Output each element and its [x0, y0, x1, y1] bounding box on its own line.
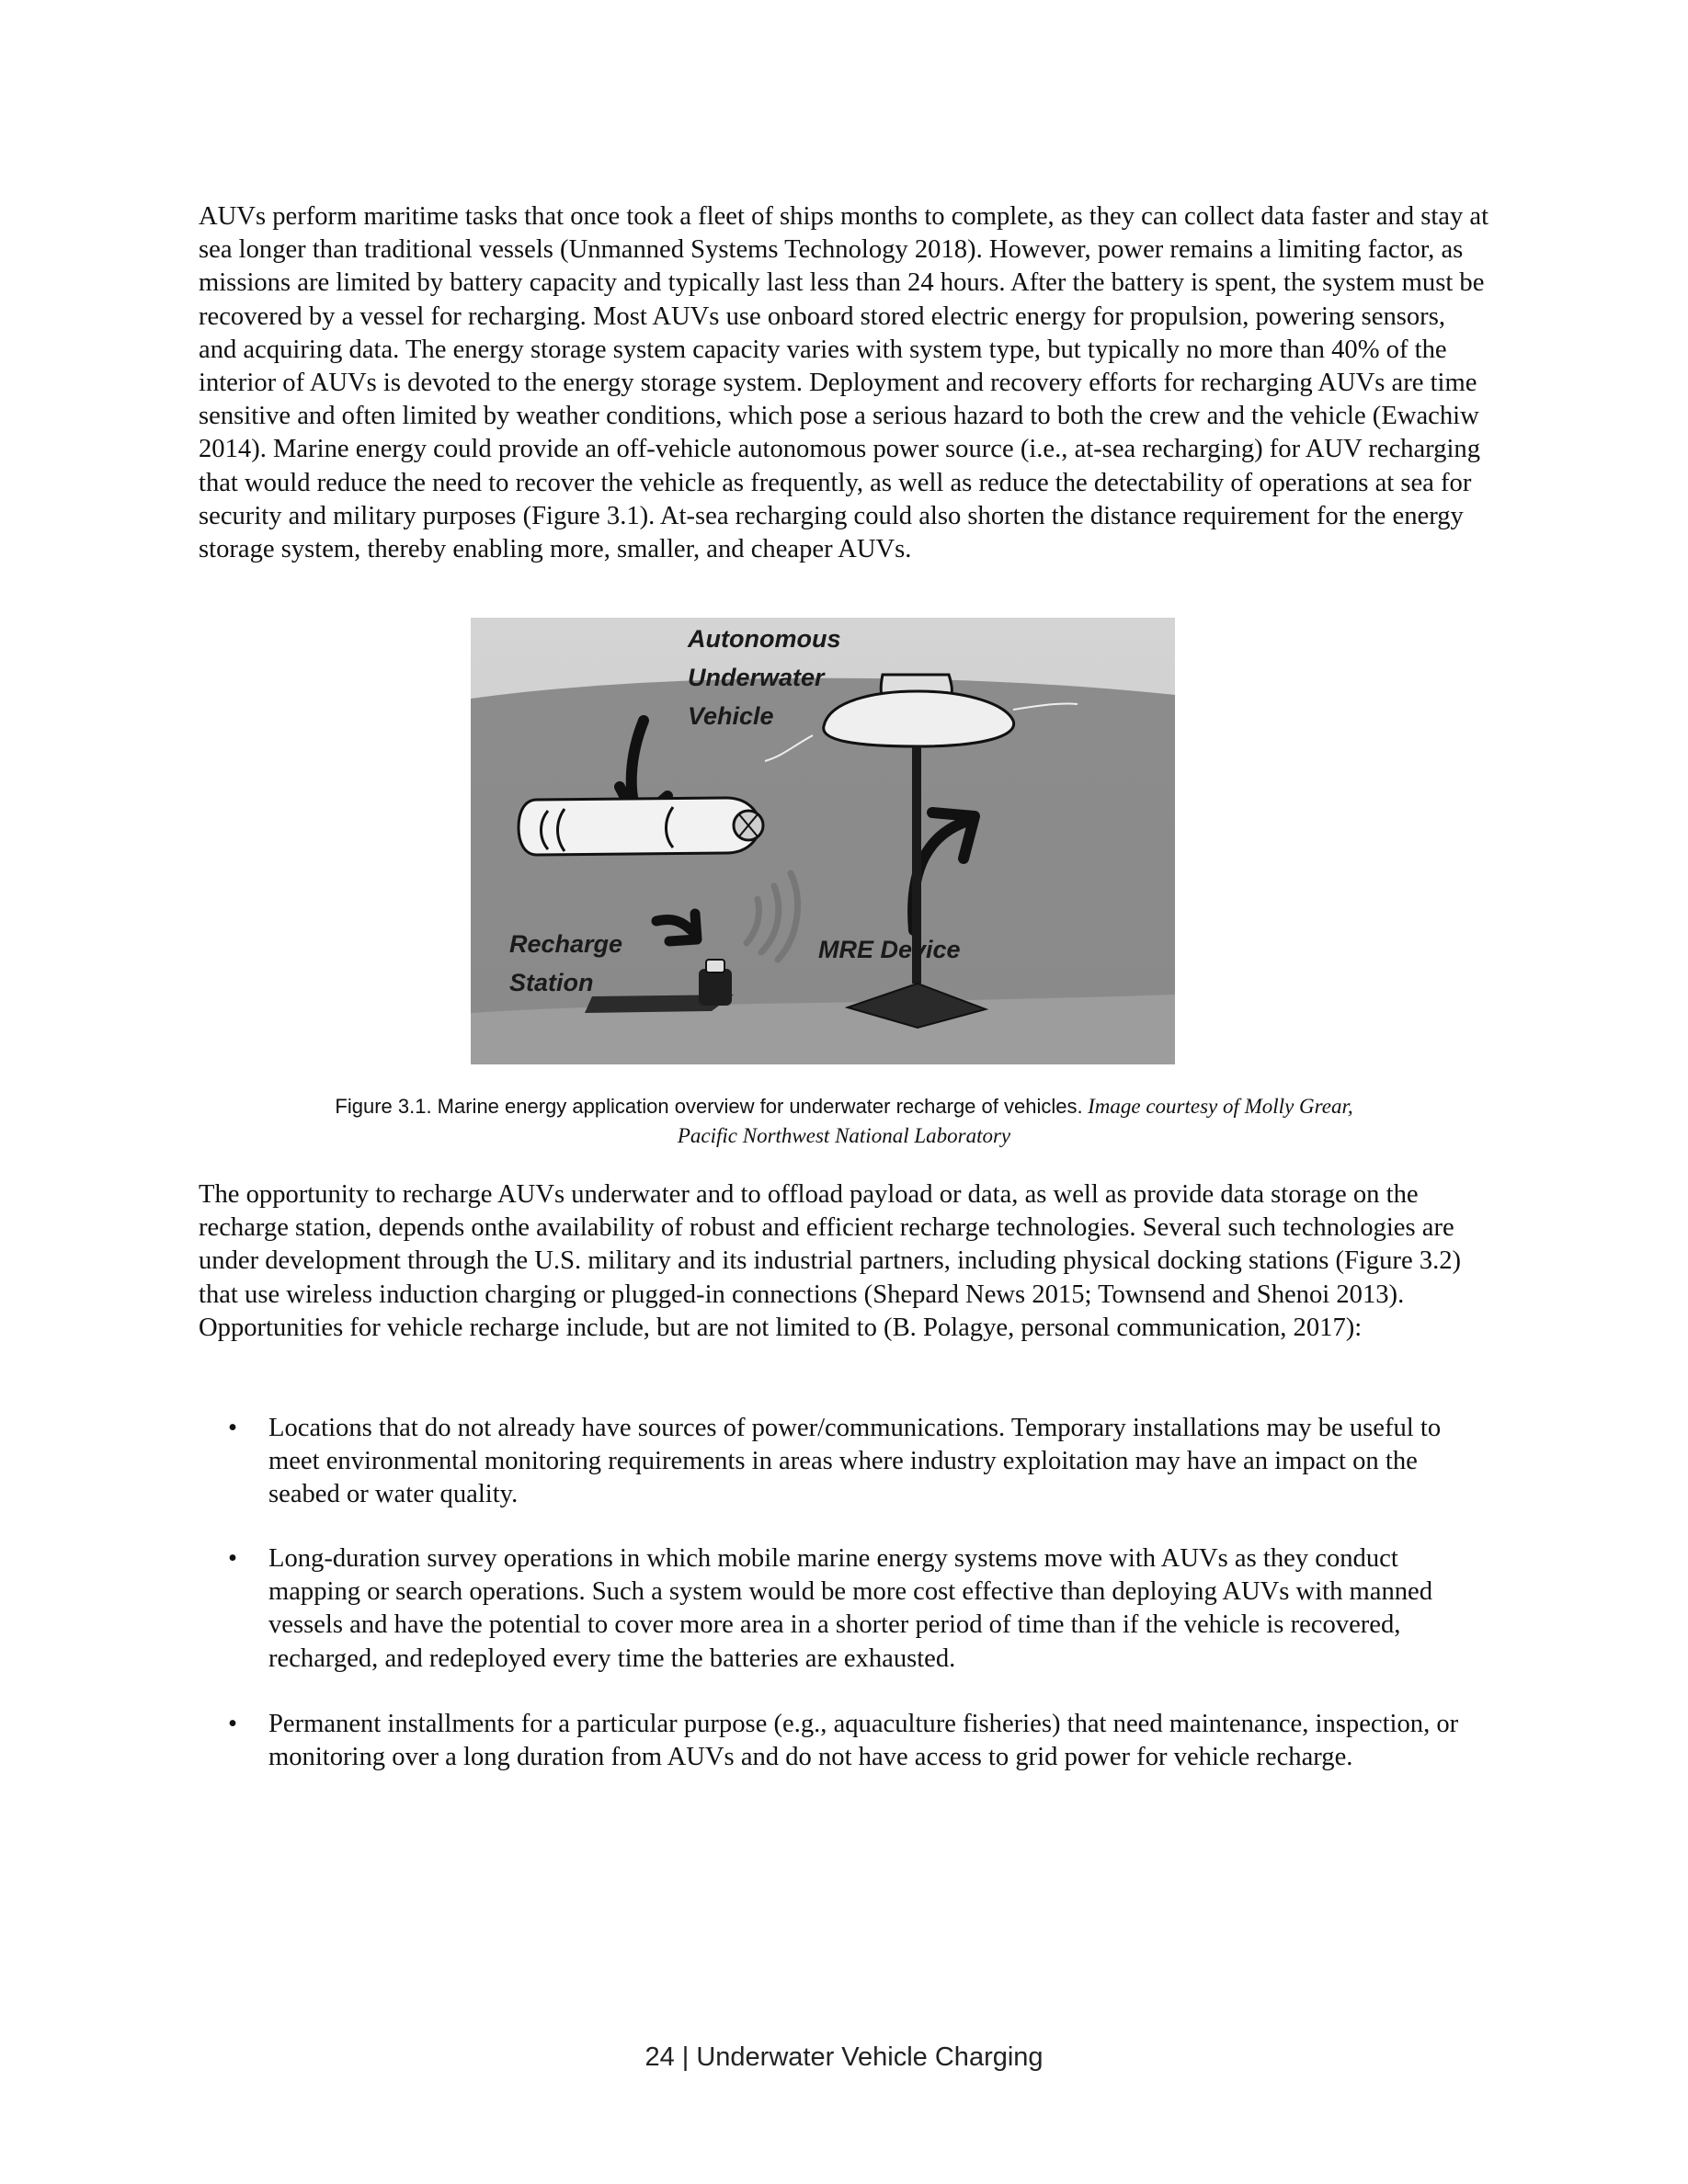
label-station-line2: Station: [509, 969, 594, 996]
figure-caption: [199, 1092, 1489, 1151]
label-mre-device: MRE Device: [818, 936, 961, 963]
bullet-list-item-1: [199, 1412, 1489, 1512]
body-paragraph-1: AUVs perform maritime tasks that once took a fleet of ships months to complete, as they can collect data faster and stay at sea longer than traditional vessels (Unmanned Systems Technology 2018). However, power remains a limiting factor, as missions are limited by battery capacity and typically last less than 24 hours. After the battery is spent, the system must be recovered by a vessel for recharging. Most AUVs use onboard stored electric energy for propulsion, powering sensors, and acquiring data. The energy storage system capacity varies with system type, but typically no more than 40% of the interior of AUVs is devoted to the energy storage system. Deployment and recovery efforts for recharging AUVs are time sensitive and often limited by weather conditions, which pose a serious hazard to both the crew and the vehicle (Ewachiw 2014). Marine energy could provide an off-vehicle autonomous power source (i.e., at-sea recharging) for AUV recharging that would reduce the need to recover the vehicle as frequently, as well as reduce the detectability of operations at sea for security and military purposes (Figure 3.1). At-sea recharging could also shorten the distance requirement for the energy storage system, thereby enabling more, smaller, and cheaper AUVs.: [199, 202, 1489, 564]
bullet-text: Permanent installments for a particular purpose (e.g., aquaculture fisheries) that need maintenance, inspection, or monitoring over a long duration from AUVs and do not have access to grid power for vehicle recharge.: [268, 1710, 1459, 1772]
bullet-marker: •: [228, 1710, 238, 1738]
label-station-line1: Recharge: [509, 930, 623, 958]
bullet-text: Long-duration survey operations in which mobile marine energy systems move with AUVs as they conduct mapping or search operations. Such a system would be more cost effective than deploying AUVs with manned vessels and have the potential to cover more area in a shorter period of time than if the vehicle is recovered, recharged, and redeployed every time the batteries are exhausted.: [268, 1544, 1433, 1673]
auv-vehicle: [519, 798, 763, 855]
page-footer: 24 | Underwater Vehicle Charging: [644, 2042, 1044, 2072]
bullet-list-item-2: [199, 1542, 1489, 1676]
caption-credit-1: Image courtesy of Molly Grear,: [1088, 1095, 1353, 1118]
auv-recharge-illustration: [471, 618, 1175, 1064]
bullet-marker: •: [228, 1544, 238, 1573]
label-auv-line3: Vehicle: [688, 702, 774, 730]
label-auv-line2: Underwater: [688, 664, 825, 691]
body-paragraph-2: The opportunity to recharge AUVs underwater and to offload payload or data, as well as provide data storage on the recharge station, depends onthe availability of robust and efficient recharge technologies. Several such technologies are under development through the U.S. military and its industrial partners, including physical docking stations (Figure 3.2) that use wireless induction charging or plugged-in connections (Shepard News 2015; Townsend and Shenoi 2013). Opportunities for vehicle recharge include, but are not limited to (B. Polagye, personal communication, 2017):: [199, 1180, 1462, 1342]
figure-3-1-illustration: [471, 618, 1175, 1064]
bullet-list-item-3: [199, 1708, 1489, 1774]
bullet-marker: •: [228, 1414, 238, 1442]
caption-title: Figure 3.1. Marine energy application overview for underwater recharge of vehicles.: [335, 1095, 1083, 1118]
label-auv-line1: Autonomous: [688, 625, 841, 653]
caption-credit-2: Pacific Northwest National Laboratory: [677, 1124, 1011, 1147]
bullet-text: Locations that do not already have sources of power/communications. Temporary installations may be useful to meet environmental monitoring requirements in areas where industry exploitation may have an impact on the seabed or water quality.: [268, 1414, 1442, 1509]
